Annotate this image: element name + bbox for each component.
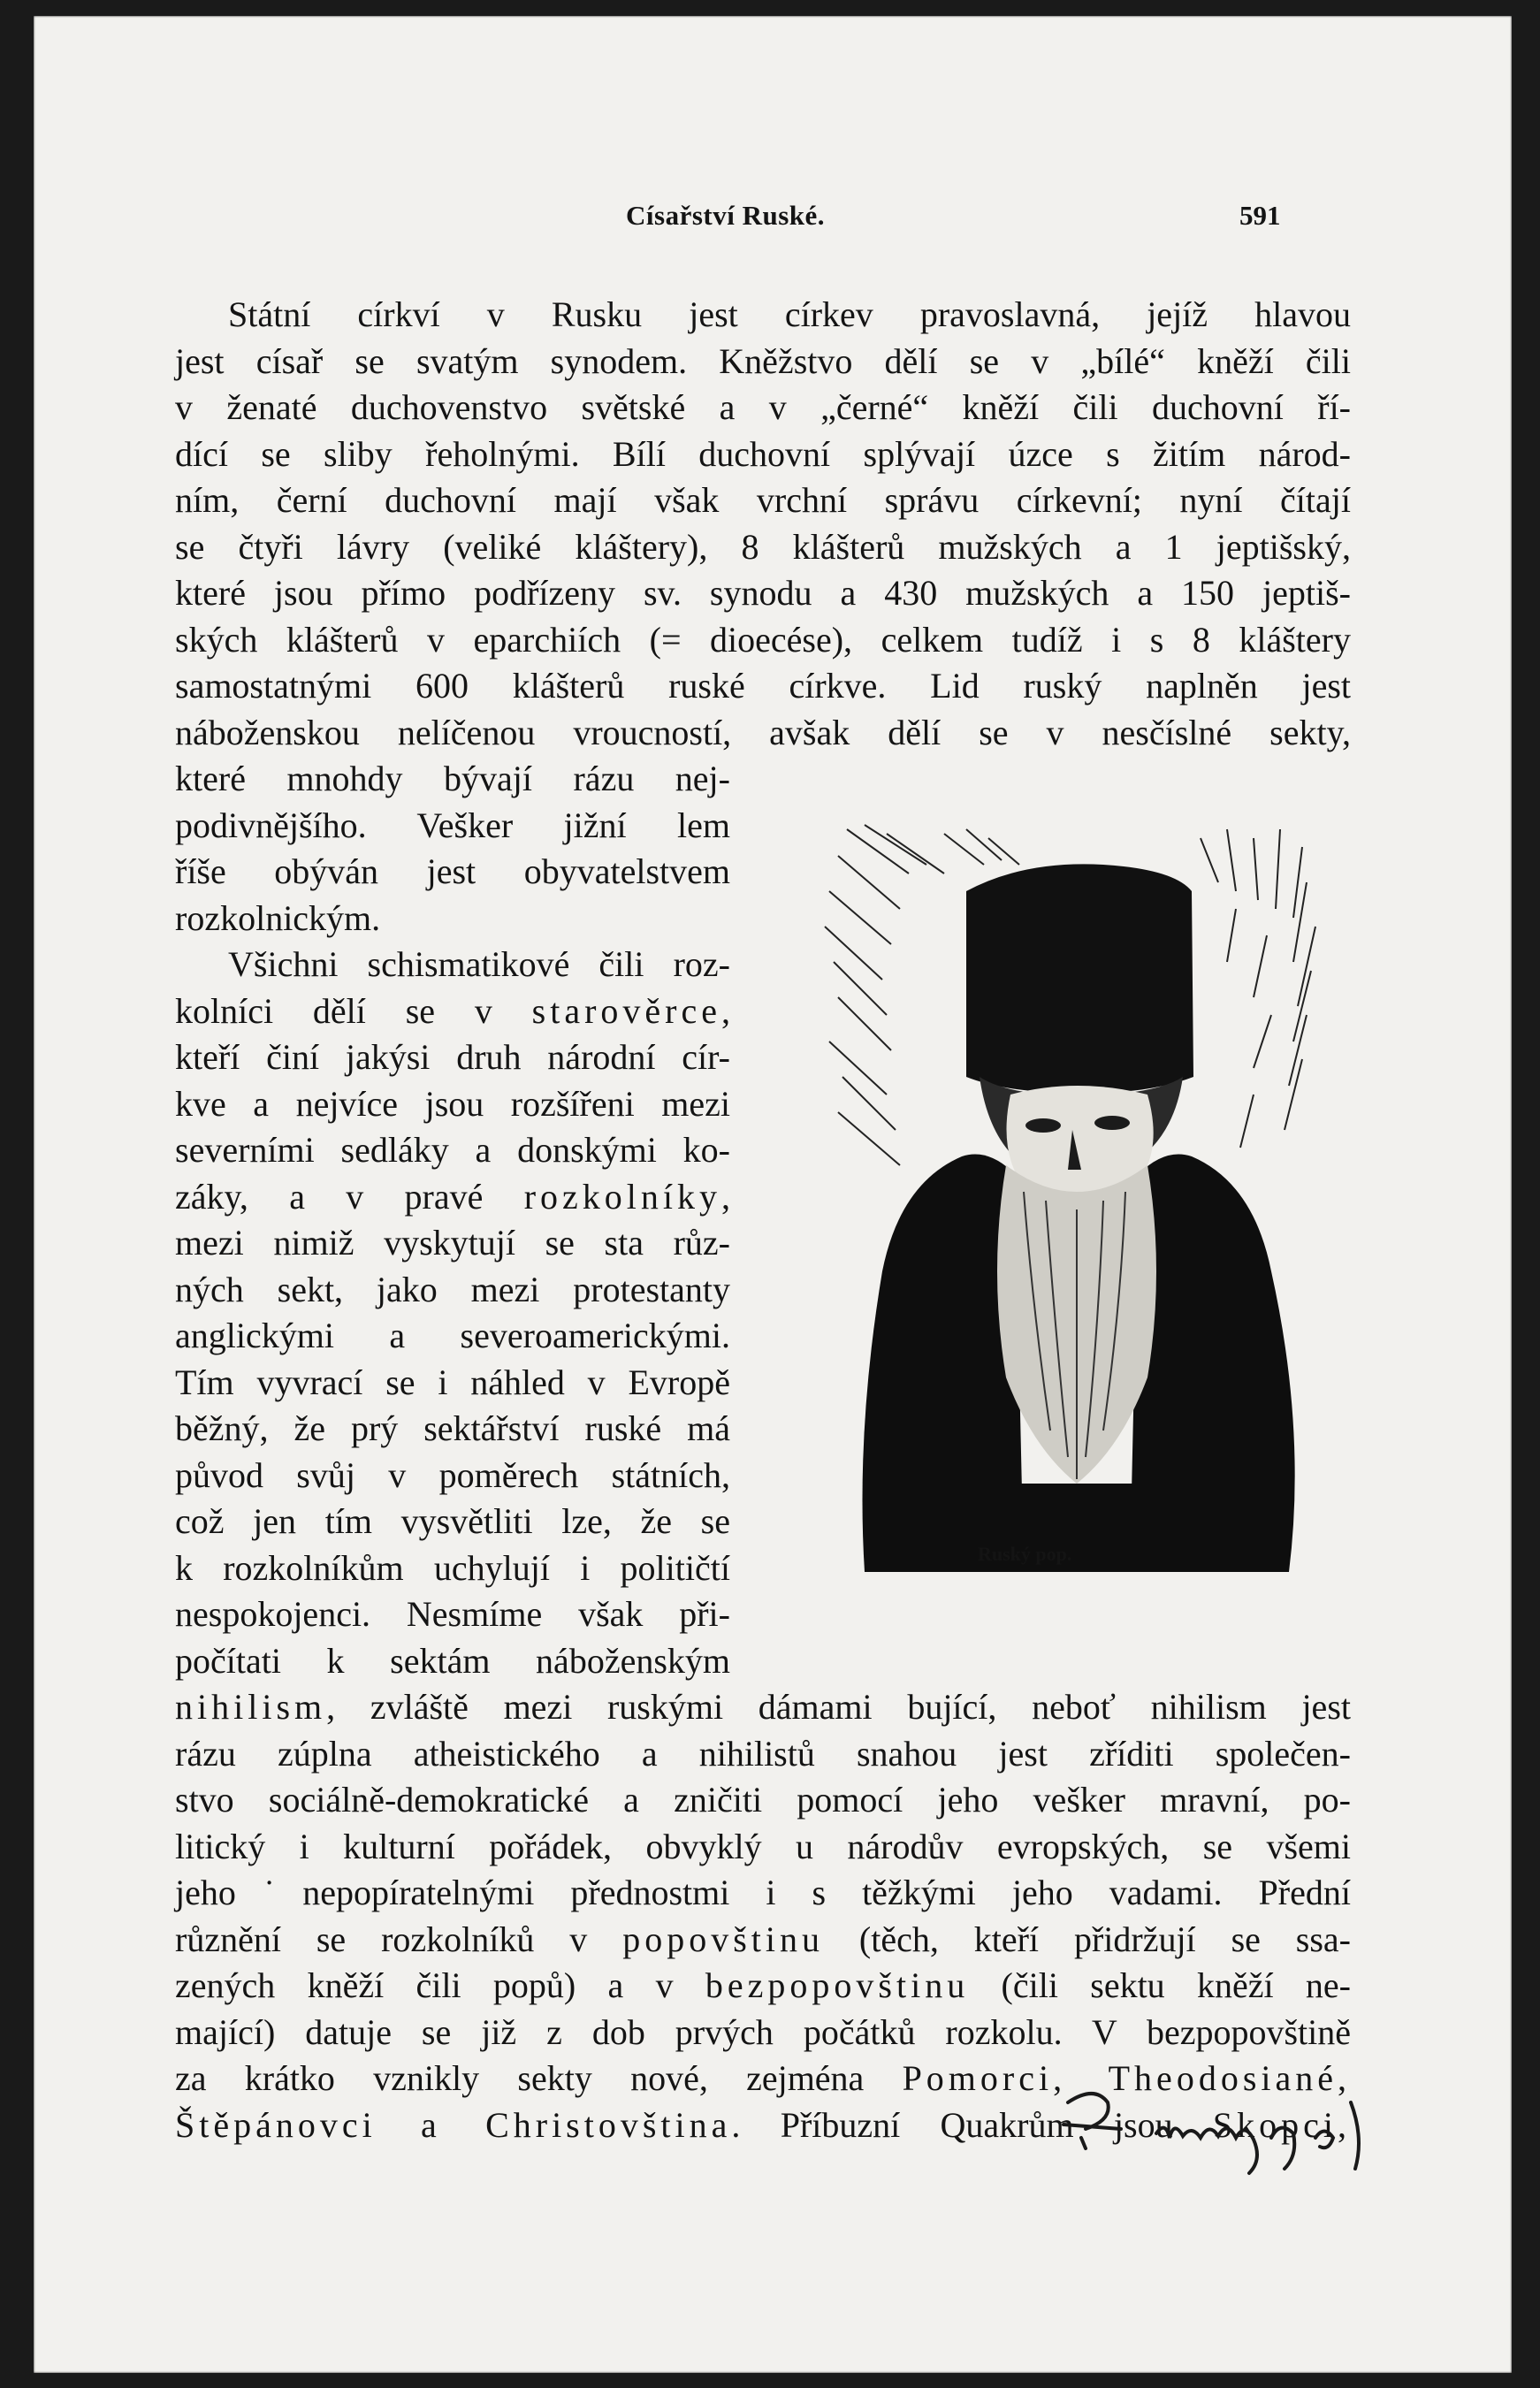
text-line: jeho˙nepopíratelnými přednostmi i s těžkými jeho vadami. Přední (175, 1873, 1351, 1912)
handwritten-annotation (1059, 2085, 1430, 2186)
text-line: rázu zúplna atheistického a nihilistů snahou jest zříditi společen- (175, 1733, 1351, 1774)
text-line: mezi nimiž vyskytují se sta růz- (175, 1223, 730, 1263)
text-line: jest císař se svatým synodem. Kněžstvo dělí se v „bílé“ kněží čili (175, 340, 1351, 381)
text-line: kteří činí jakýsi druh národní cír- (175, 1037, 730, 1077)
portrait-illustration (812, 812, 1342, 1572)
text-line: nespokojenci. Nesmíme však při- (175, 1594, 730, 1634)
spaced-term: popovštinu (622, 1919, 824, 1959)
figure-caption: Ruský pop. (978, 1543, 1072, 1565)
text-line: dící se sliby řeholnými. Bílí duchovní splývají úzce s žitím národ- (175, 433, 1351, 474)
text-line (175, 1963, 1351, 2010)
text-line: což jen tím vysvětliti lze, že se (175, 1501, 730, 1541)
text-line (175, 988, 730, 1035)
text-segment: záky, a v pravé (175, 1176, 484, 1217)
header-title: Císařství Ruské. (626, 200, 826, 231)
text-line: k rozkolníkům uchylují i političtí (175, 1547, 730, 1588)
text-line: počítati k sektám náboženským (175, 1640, 730, 1681)
kamilavka-hat (966, 864, 1193, 1093)
text-segment: za krátko vznikly sekty nové, zejména (175, 2058, 865, 2098)
text-line: anglickými a severoamerickými. (175, 1316, 730, 1355)
text-line: kve a nejvíce jsou rozšířeni mezi (175, 1083, 730, 1124)
page-number: 591 (1239, 200, 1281, 231)
text-segment: , (721, 1176, 730, 1217)
handwriting-svg (1059, 2085, 1430, 2182)
text-line: Státní církví v Rusku jest církev pravoslavná, jejíž hlavou (228, 294, 1351, 334)
text-line: mající) datuje se již z dob prvých počátků rozkolu. V bezpopovštině (175, 2011, 1351, 2052)
text-segment: zených kněží čili popů) a v (175, 1965, 674, 2005)
spaced-term: starověrce (531, 990, 721, 1031)
document-page (34, 16, 1512, 2373)
text-line: které mnohdy bývají rázu nej- (175, 759, 730, 798)
text-line: Všichni schismatikové čili roz- (228, 944, 730, 984)
text-line: náboženskou nelíčenou vroucností, avšak dělí se v nesčíslné sekty, (175, 712, 1351, 752)
text-line: stvo sociálně-demokratické a zničiti pomocí jeho vešker mravní, po- (175, 1780, 1351, 1820)
lower-body (865, 1484, 1289, 1572)
text-line: samostatnými 600 klášterů ruské církve. Lid ruský naplněn jest (175, 666, 1351, 706)
text-line: původ svůj v poměrech státních, (175, 1454, 730, 1495)
text-line: ním, černí duchovní mají však vrchní správu církevní; nyní čítají (175, 480, 1351, 520)
handwriting-strokes (1064, 2094, 1359, 2173)
text-line: ných sekt, jako mezi protestanty (175, 1269, 730, 1309)
text-line: se čtyři lávry (veliké kláštery), 8 klášterů mužských a 1 jeptišský, (175, 526, 1351, 567)
text-line: ských klášterů v eparchiích (= dioecése), celkem tudíž i s 8 kláštery (175, 619, 1351, 660)
spaced-term: nihilism (175, 1687, 327, 1727)
text-segment: , (721, 990, 730, 1031)
text-line: Tím vyvrací se i náhled v Evropě (175, 1362, 730, 1402)
text-line: běžný, že prý sektářství ruské má (175, 1408, 730, 1448)
engraving-image (812, 812, 1342, 1572)
spaced-term: Pomorci, Theodosiané, (902, 2058, 1352, 2098)
text-line: severními sedláky a donskými ko- (175, 1130, 730, 1170)
text-line: litický i kulturní pořádek, obvyklý u národův evropských, se všemi (175, 1826, 1351, 1866)
spaced-term: Skopci, (1212, 2104, 1351, 2145)
text-segment: kolníci dělí se v (175, 990, 492, 1031)
text-line (175, 1917, 1351, 1964)
text-segment: různění se rozkolníků v (175, 1919, 588, 1959)
text-segment: , zvláště mezi ruskými dámami bující, neboť nihilism jest (326, 1687, 1351, 1727)
spaced-term: rozkolníky (523, 1176, 721, 1217)
text-line: které jsou přímo podřízeny sv. synodu a 430 mužských a 150 jeptiš- (175, 573, 1351, 613)
text-line (175, 1684, 1351, 1731)
text-line (175, 1174, 730, 1221)
spaced-term: bezpopovštinu (705, 1965, 970, 2005)
text-line: v ženaté duchovenstvo světské a v „černé“ kněží čili duchovní ří- (175, 387, 1351, 427)
text-line: podivnějšího. Vešker jižní lem (175, 805, 730, 845)
text-segment: (čili sektu kněží ne- (1001, 1965, 1351, 2005)
running-header (34, 200, 1512, 239)
text-segment: (těch, kteří přidržují se ssa- (858, 1919, 1352, 1959)
spaced-term: Štěpánovci a Christovština (175, 2104, 732, 2145)
text-line: rozkolnickým. (175, 897, 381, 938)
text-line: říše obýván jest obyvatelstvem (175, 851, 730, 891)
text-segment: . Příbuzní Quakrům jsou (731, 2104, 1173, 2145)
